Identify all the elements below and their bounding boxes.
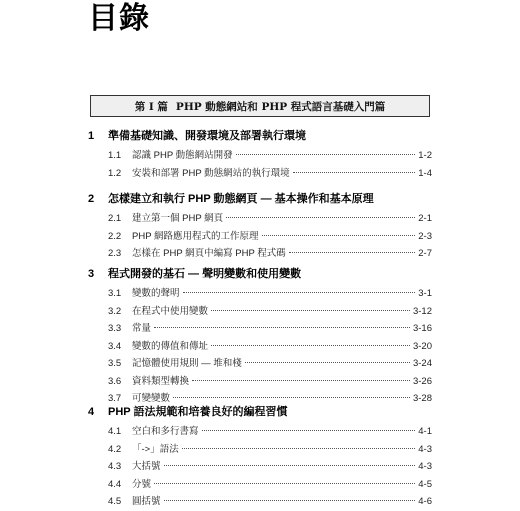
chapter-number: 2: [88, 193, 95, 205]
entry-number: 3.7: [108, 393, 122, 404]
dot-leader: [154, 327, 410, 328]
entry-page-number: 4-6: [418, 496, 432, 507]
entry-title: 安裝和部署 PHP 動態網站的執行環境: [132, 167, 290, 179]
entry-number: 3.4: [108, 340, 122, 352]
entry-page-number: 2-7: [418, 248, 432, 259]
entry-page-number: 4-5: [418, 478, 432, 490]
toc-entry[interactable]: [88, 458, 432, 476]
toc-entry[interactable]: [88, 285, 432, 303]
entry-title: 怎樣在 PHP 網頁中編寫 PHP 程式碼: [132, 248, 286, 259]
entry-page-number: 2-1: [418, 213, 432, 224]
toc-entry[interactable]: [88, 355, 432, 373]
toc-entry[interactable]: [88, 423, 432, 441]
entry-title: 空白和多行書寫: [132, 426, 199, 437]
entry-number: 4.5: [108, 496, 122, 507]
entry-page-number: 3-24: [412, 358, 432, 369]
dot-leader: [289, 252, 415, 253]
dot-leader: [211, 345, 410, 346]
dot-leader: [164, 465, 416, 466]
entry-title: 可變變數: [132, 393, 171, 404]
toc-entry[interactable]: [88, 210, 432, 228]
entry-number: 4.2: [108, 443, 122, 455]
toc-entry[interactable]: [88, 373, 432, 391]
entry-page-number: 4-3: [418, 443, 432, 455]
dot-leader: [226, 217, 415, 218]
dot-leader: [236, 154, 416, 155]
toc-entry[interactable]: [88, 441, 432, 459]
entry-number: 1.1: [108, 150, 122, 161]
dot-leader: [211, 310, 410, 311]
entry-number: 4.4: [108, 478, 122, 490]
toc-entry[interactable]: [88, 228, 432, 246]
chapter-heading[interactable]: [88, 266, 432, 282]
entry-number: 4.1: [108, 426, 122, 437]
entry-number: 2.2: [108, 230, 122, 242]
chapter-title: 程式開發的基石 — 聲明變數和使用變數: [108, 268, 302, 280]
entry-number: 2.3: [108, 248, 122, 259]
dot-leader: [293, 172, 416, 173]
chapter-heading[interactable]: [88, 128, 432, 144]
dot-leader: [192, 380, 410, 381]
entry-title: 「->」語法: [132, 443, 179, 455]
entry-title: 變數的傳值和傳址: [132, 340, 209, 352]
toc-entry[interactable]: [88, 303, 432, 321]
entry-title: 認識 PHP 動態網站開發: [132, 150, 233, 161]
entry-title: 圓括號: [132, 496, 161, 507]
chapter-4: [88, 404, 432, 511]
chapter-3: [88, 266, 432, 408]
entry-number: 3.1: [108, 288, 122, 299]
chapter-title: 準備基礎知識、開發環境及部署執行環境: [108, 130, 306, 142]
dot-leader: [164, 500, 416, 501]
entry-page-number: 3-20: [412, 340, 432, 352]
chapter-heading[interactable]: [88, 191, 432, 207]
entry-title: PHP 網路應用程式的工作原理: [132, 230, 259, 242]
entry-page-number: 3-28: [412, 393, 432, 404]
toc-entry[interactable]: [88, 476, 432, 494]
toc-entry[interactable]: [88, 493, 432, 511]
chapter-number: 4: [88, 406, 95, 418]
dot-leader: [262, 235, 416, 236]
entry-page-number: 1-2: [418, 150, 432, 161]
toc-entry[interactable]: [88, 147, 432, 165]
entry-page-number: 4-1: [418, 426, 432, 437]
chapter-title: 怎樣建立和執行 PHP 動態網頁 — 基本操作和基本原理: [108, 193, 374, 205]
chapter-1: [88, 128, 432, 182]
entry-page-number: 3-12: [412, 305, 432, 317]
entry-title: 資料類型轉換: [132, 375, 190, 387]
entry-number: 3.5: [108, 358, 122, 369]
entry-page-number: 3-26: [412, 375, 432, 387]
dot-leader: [245, 362, 410, 363]
entry-number: 4.3: [108, 461, 122, 472]
entry-title: 變數的聲明: [132, 288, 180, 299]
entry-number: 2.1: [108, 213, 122, 224]
part-title: PHP 動態網站和 PHP 程式語言基礎入門篇: [175, 100, 386, 113]
entry-title: 大括號: [132, 461, 161, 472]
entry-number: 1.2: [108, 167, 122, 179]
entry-page-number: 3-1: [418, 288, 432, 299]
entry-title: 建立第一個 PHP 網頁: [132, 213, 224, 224]
entry-title: 常量: [132, 323, 152, 334]
chapter-heading[interactable]: [88, 404, 432, 420]
dot-leader: [154, 483, 415, 484]
toc-entry[interactable]: [88, 320, 432, 338]
chapter-number: 1: [88, 130, 95, 142]
entry-page-number: 4-3: [418, 461, 432, 472]
entry-title: 在程式中使用變數: [132, 305, 209, 317]
entry-page-number: 2-3: [418, 230, 432, 242]
entry-title: 分號: [132, 478, 152, 490]
part-header: [90, 95, 430, 117]
entry-page-number: 3-16: [412, 323, 432, 334]
entry-number: 3.3: [108, 323, 122, 334]
toc-entry[interactable]: [88, 165, 432, 183]
entry-number: 3.6: [108, 375, 122, 387]
dot-leader: [173, 397, 410, 398]
chapter-2: [88, 191, 432, 263]
chapter-number: 3: [88, 268, 95, 280]
entry-title: 記憶體使用規則 — 堆和棧: [132, 358, 242, 369]
page-title: 目錄: [88, 1, 150, 36]
toc-entry[interactable]: [88, 338, 432, 356]
dot-leader: [182, 448, 416, 449]
chapter-title: PHP 語法規範和培養良好的編程習慣: [108, 406, 288, 418]
dot-leader: [202, 430, 416, 431]
toc-entry[interactable]: [88, 245, 432, 263]
part-label: 第 I 篇: [134, 100, 168, 113]
entry-page-number: 1-4: [418, 167, 432, 179]
entry-number: 3.2: [108, 305, 122, 317]
dot-leader: [183, 292, 416, 293]
